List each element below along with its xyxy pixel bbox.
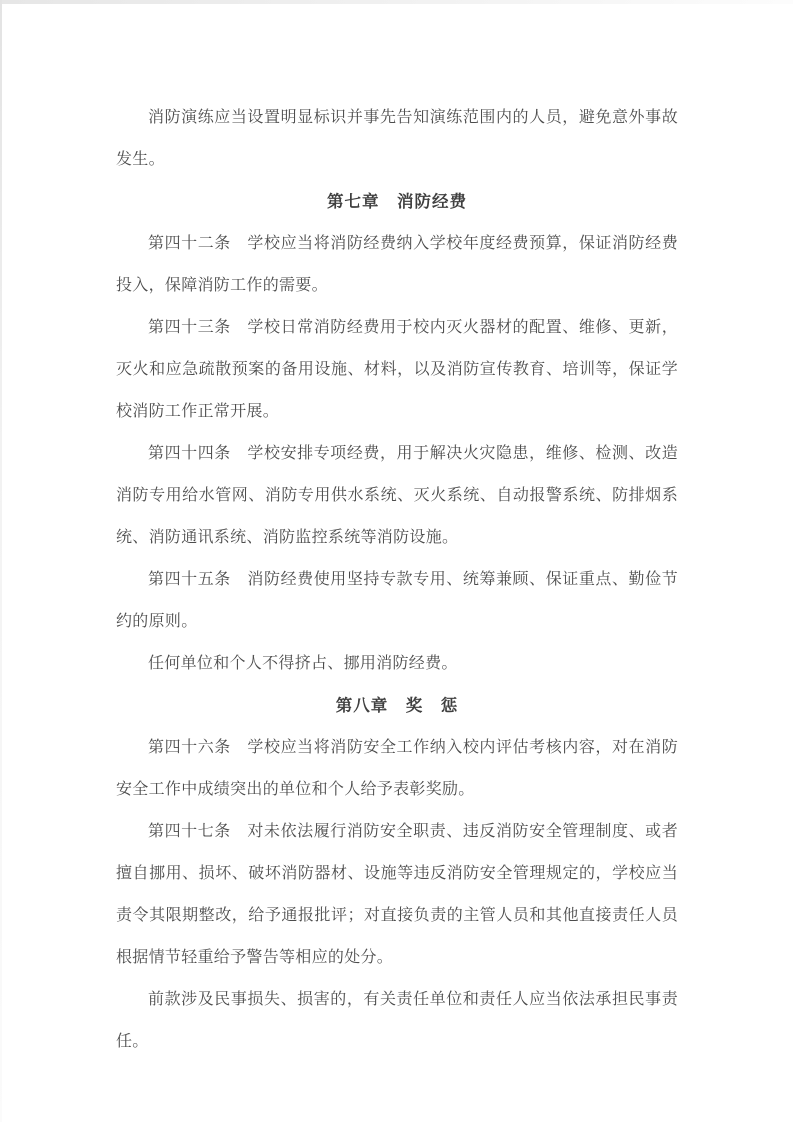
article-47-clause-2: 前款涉及民事损失、损害的，有关责任单位和责任人应当依法承担民事责任。 bbox=[116, 991, 678, 1050]
article-45: 第四十五条 消防经费使用坚持专款专用、统筹兼顾、保证重点、勤俭节约的原则。 bbox=[116, 571, 678, 630]
page-edge-left bbox=[0, 0, 2, 1122]
article-45-clause-2: 任何单位和个人不得挤占、挪用消防经费。 bbox=[148, 655, 458, 672]
article-46: 第四十六条 学校应当将消防安全工作纳入校内评估考核内容，对在消防安全工作中成绩突出的单位和个人给予表彰奖励。 bbox=[116, 739, 678, 798]
chapter-8-heading: 第八章 奖 惩 bbox=[335, 697, 459, 715]
paragraph-fire-drill-notice: 消防演练应当设置明显标识并事先告知演练范围内的人员，避免意外事故发生。 bbox=[116, 109, 678, 168]
article-47: 第四十七条 对未依法履行消防安全职责、违反消防安全管理制度、或者擅自挪用、损坏、破坏消防器材、设施等违反消防安全管理规定的，学校应当责令其限期整改，给予通报批评；对直接负责的主管人员和其他直接责任人员根据情节轻重给予警告等相应的处分。 bbox=[116, 823, 678, 966]
article-42: 第四十二条 学校应当将消防经费纳入学校年度经费预算，保证消防经费投入，保障消防工作的需要。 bbox=[116, 235, 678, 294]
article-43: 第四十三条 学校日常消防经费用于校内灭火器材的配置、维修、更新，灭火和应急疏散预案的备用设施、材料，以及消防宣传教育、培训等，保证学校消防工作正常开展。 bbox=[116, 319, 678, 420]
page-edge-top bbox=[0, 0, 793, 4]
chapter-7-heading: 第七章 消防经费 bbox=[327, 193, 467, 211]
article-44: 第四十四条 学校安排专项经费，用于解决火灾隐患，维修、检测、改造消防专用给水管网、消防专用供水系统、灭火系统、自动报警系统、防排烟系统、消防通讯系统、消防监控系统等消防设施。 bbox=[116, 445, 678, 546]
document-body bbox=[116, 97, 678, 1063]
